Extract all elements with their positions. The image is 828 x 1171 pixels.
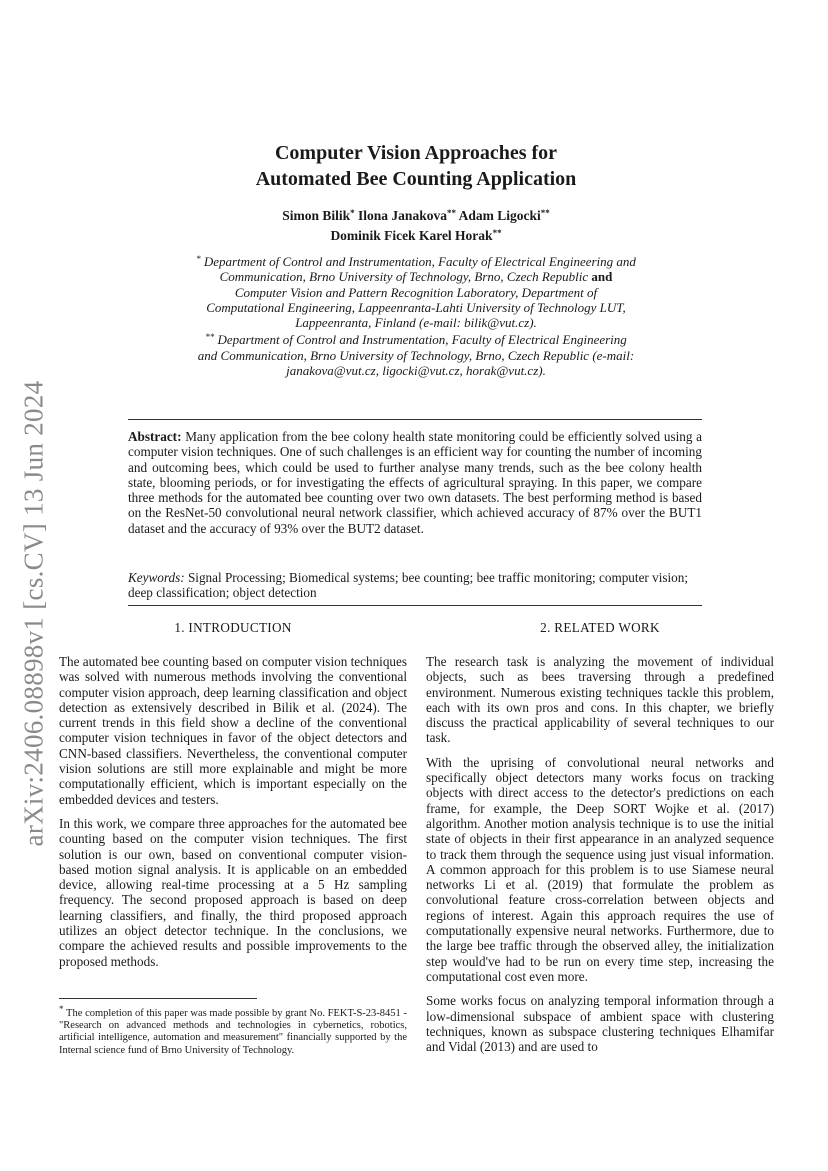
footnote-rule bbox=[59, 998, 257, 999]
related-paragraph-1: The research task is analyzing the movement of individual objects, such as bees traversing through a predefined environment. Numerous existing techniques tackle this problem, each with its own pros and cons. In this chapter, we briefly discuss the practical applicability of several techniques to our task. bbox=[426, 654, 774, 746]
abstract-top-rule bbox=[128, 419, 702, 420]
author-ficek-horak: Dominik Ficek Karel Horak bbox=[330, 227, 493, 243]
title-line-1: Computer Vision Approaches for bbox=[274, 142, 558, 164]
title-line-2: Automated Bee Counting Application bbox=[255, 168, 577, 190]
author-ligocki: Adam Ligocki bbox=[458, 208, 541, 223]
related-paragraph-2: With the uprising of convolutional neural networks and specifically object detectors many works focus on tracking objects with direct access to the detector's predictions on each frame, for example, the Deep SORT Wojke et al. (2017) algorithm. Another motion analysis technique is to use the initial state of objects in their first appearance in an analyzed sequence to track them through the sequence using just visual information. A common approach for this problem is to use Siamese neural networks Li et al. (2019) that formulate the problem as convolutional feature cross-correlation between objects and regions of interest. Again this approach requires the use of computationally expensive neural networks. Furthermore, due to the large bee traffic through the observed alley, the initialization step would've had to be run on every time step, increasing the computational cost even more. bbox=[426, 754, 774, 984]
left-column bbox=[59, 620, 407, 978]
section-heading-introduction: 1. INTRODUCTION bbox=[174, 620, 292, 635]
affiliation-2-text: Department of Control and Instrumentation, Faculty of Electrical Engineering and Communication, Brno University of Technology, Brno, Czech Republic (e-mail: janakova@vut.cz, ligocki@vut.cz, horak@vut.cz). bbox=[197, 332, 635, 379]
abstract-bottom-rule bbox=[128, 605, 702, 606]
abstract bbox=[128, 429, 702, 536]
footnote-mark: * bbox=[59, 1004, 64, 1014]
right-column bbox=[426, 620, 774, 1063]
affiliation-mark: * bbox=[196, 254, 201, 264]
affiliation-and: and bbox=[591, 269, 613, 285]
affiliation-mark: ** bbox=[205, 332, 215, 343]
author-mark: * bbox=[350, 208, 355, 218]
keywords-text: Signal Processing; Biomedical systems; bee counting; bee traffic monitoring; computer vision; deep classification; object detection bbox=[128, 570, 689, 601]
abstract-text: Many application from the bee colony health state monitoring could be efficiently solved using a computer vision techniques. One of such challenges is an efficient way for counting the number of incoming and outcoming bees, which could be used to further analyse many trends, such as the bee colony health state, blooming periods, or for investigating the effects of agricultural spraying. In this paper, we compare three methods for the automated bee counting over two own datasets. The best performing method is based on the ResNet-50 convolutional neural network classifier, which achieved accuracy of 87% over the BUT1 dataset and the accuracy of 93% over the BUT2 dataset. bbox=[128, 429, 702, 536]
arxiv-identifier bbox=[16, 368, 52, 858]
affiliation-1-text-cont: Computer Vision and Pattern Recognition Laboratory, Department of Computational Engineering, Lappeenranta-Lahti University of Technology LUT, Lappeenranta, Finland (e-mail: bilik@vut.cz). bbox=[206, 284, 626, 331]
footnote bbox=[59, 1003, 407, 1057]
keywords-label: Keywords: bbox=[128, 570, 185, 585]
authors-line-2 bbox=[130, 225, 702, 245]
author-janakova: Ilona Janakova bbox=[358, 208, 447, 223]
keywords bbox=[128, 570, 702, 601]
affiliation-1 bbox=[196, 252, 636, 330]
author-mark: ** bbox=[446, 208, 456, 218]
arxiv-id-text: arXiv:2406.08898v1 [cs.CV] 13 Jun 2024 bbox=[18, 380, 49, 846]
author-list bbox=[130, 205, 702, 244]
section-heading-related-work: 2. RELATED WORK bbox=[540, 620, 660, 635]
related-paragraph-3: Some works focus on analyzing temporal information through a low-dimensional subspace of ambient space with clustering techniques, known as subspace clustering techniques Elhamifar and Vidal (2013) and are used to bbox=[426, 993, 774, 1055]
authors-line-1 bbox=[130, 205, 702, 225]
intro-paragraph-1: The automated bee counting based on computer vision techniques was solved with numerous methods involving the conventional computer vision approach, deep learning classification and object detection as extensively described in Bilik et al. (2024). The current trends in this field show a decline of the conventional computer vision techniques in favor of the object detectors and CNN-based classifiers. Nevertheless, the conventional computer vision solutions are still more explainable and might be more computationally efficient, which is important especially on the embedded devices and testers. bbox=[59, 654, 407, 807]
affiliation-1-text: Department of Control and Instrumentation, Faculty of Electrical Engineering and Communication, Brno University of Technology, Brno, Czech Republic bbox=[203, 254, 636, 285]
author-bilik: Simon Bilik bbox=[282, 208, 351, 223]
author-mark: ** bbox=[540, 208, 550, 218]
intro-paragraph-2: In this work, we compare three approaches for the automated bee counting based on the computer vision techniques. The first solution is our own, based on conventional computer vision-based motion signal analysis. It is applicable on an embedded device, allowing real-time processing at a 5 Hz sampling frequency. The second proposed approach is based on deep learning classifiers, and finally, the third proposed approach utilizes an object detector technique. In the conclusions, we compare the achieved results and possible improvements to the proposed methods. bbox=[59, 815, 407, 969]
paper-title bbox=[130, 140, 702, 192]
author-mark: ** bbox=[492, 227, 502, 238]
affiliation-2 bbox=[196, 330, 636, 378]
footnote-text: The completion of this paper was made possible by grant No. FEKT-S-23-8451 - "Research on advanced methods and technologies in cybernetics, robotics, artificial intelligence, automation and measurement" financially supported by the Internal science fund of Brno University of Technology. bbox=[59, 1008, 407, 1056]
affiliations bbox=[196, 252, 636, 378]
abstract-label: Abstract: bbox=[128, 429, 182, 444]
